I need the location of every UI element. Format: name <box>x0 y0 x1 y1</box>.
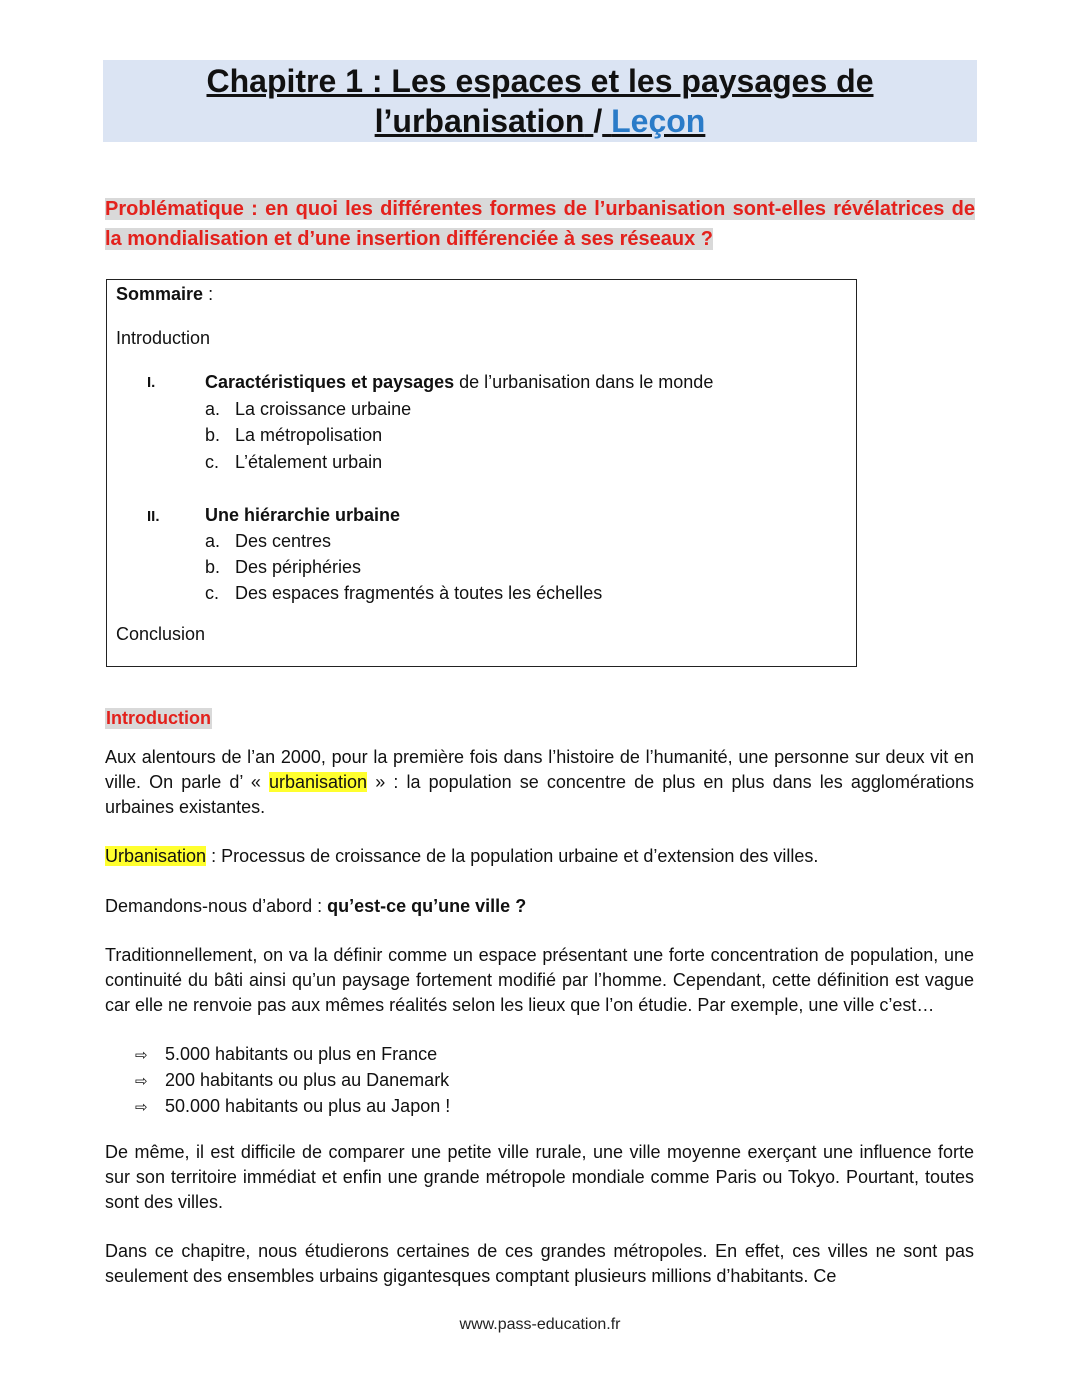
footer-url[interactable]: www.pass-education.fr <box>459 1316 621 1333</box>
part-numeral: I. <box>147 374 156 391</box>
sommaire-title-label: Sommaire <box>116 284 204 304</box>
definition-term: Urbanisation <box>105 846 207 866</box>
page-title-line-2 <box>103 101 977 141</box>
title-banner <box>103 60 977 142</box>
problematique <box>105 194 975 254</box>
sub-item <box>205 425 382 446</box>
sub-item-letter: b. <box>205 425 221 445</box>
intro-p1-before: Aux alentours de l’an 2000, pour la première fois dans l’histoire de l’humanité, une personne sur deux vit en ville. On parle d’ « <box>105 747 974 792</box>
sub-item <box>205 583 602 604</box>
sub-item <box>205 531 331 552</box>
list-item-text: 5.000 habitants ou plus en France <box>165 1044 438 1064</box>
part-title <box>205 505 400 526</box>
part-title-bold: Une hiérarchie urbaine <box>205 505 401 525</box>
part-title-bold: Caractéristiques et paysages <box>205 372 455 392</box>
intro-paragraph-3: De même, il est difficile de comparer une petite ville rurale, une ville moyenne exerçant une influence forte sur son territoire immédiat et enfin une grande métropole mondiale comme Paris ou Tokyo. Pourtant, toutes sont des villes. <box>105 1142 974 1212</box>
question-paragraph <box>105 894 974 919</box>
sub-item-letter: c. <box>205 452 220 472</box>
sub-item-text: Des centres <box>235 531 332 551</box>
sub-item-letter: b. <box>205 557 221 577</box>
sub-item <box>205 557 361 578</box>
sommaire-intro: Introduction <box>116 328 211 348</box>
lesson-link[interactable]: Leçon <box>611 103 706 139</box>
sommaire-title-colon: : <box>208 284 214 304</box>
list-item <box>135 1042 450 1068</box>
sub-item-letter: a. <box>205 399 221 419</box>
question-before: Demandons-nous d’abord : <box>105 896 323 916</box>
arrow-icon: ⇨ <box>135 1099 148 1116</box>
bullet-list <box>135 1042 450 1120</box>
list-item <box>135 1094 450 1120</box>
page-title-line-1: Chapitre 1 : Les espaces et les paysages de <box>206 63 874 99</box>
intro-paragraph-1 <box>105 745 974 820</box>
arrow-icon: ⇨ <box>135 1047 148 1064</box>
sub-item <box>205 452 382 473</box>
part-numeral: II. <box>147 508 160 525</box>
arrow-icon: ⇨ <box>135 1073 148 1090</box>
sommaire-box <box>106 279 857 667</box>
problematique-text: Problématique : en quoi les différentes formes de l’urbanisation sont-elles révélatrices de la mondialisation et d’une insertion différenciée à ses réseaux ? <box>105 198 975 250</box>
list-item-text: 50.000 habitants ou plus au Japon ! <box>165 1096 451 1116</box>
sub-item-text: Des espaces fragmentés à toutes les échelles <box>235 583 603 603</box>
list-item-text: 200 habitants ou plus au Danemark <box>165 1070 450 1090</box>
highlight-urbanisation: urbanisation <box>269 772 368 792</box>
list-item <box>135 1068 450 1094</box>
intro-paragraph-4: Dans ce chapitre, nous étudierons certaines de ces grandes métropoles. En effet, ces villes ne sont pas seulement des ensembles urbains gigantesques comptant plusieurs millions d’habitants. Ce <box>105 1241 974 1286</box>
sub-item-letter: a. <box>205 531 221 551</box>
definition-text: : Processus de croissance de la population urbaine et d’extension des villes. <box>211 846 819 866</box>
sub-item-text: Des périphéries <box>235 557 362 577</box>
title-separator: / <box>593 103 603 139</box>
sub-item <box>205 399 411 420</box>
intro-paragraph-2: Traditionnellement, on va la définir comme un espace présentant une forte concentration de population, une continuité du bâti ainsi qu’un paysage fortement modifié par l’homme. Cependant, cette définition est vague car elle ne renvoie pas aux mêmes réalités selon les lieux que l’on étudie. Par exemple, une ville c’est… <box>105 945 974 1015</box>
sub-item-text: La croissance urbaine <box>235 399 412 419</box>
sommaire-title <box>116 284 213 305</box>
part-title-rest: de l’urbanisation dans le monde <box>459 372 714 392</box>
sub-item-letter: c. <box>205 583 220 603</box>
sub-item-text: La métropolisation <box>235 425 383 445</box>
intro-p1-after: » : la population se concentre de plus en plus dans les agglomérations urbaines existantes. <box>105 772 974 817</box>
sommaire-conclusion: Conclusion <box>116 624 206 644</box>
question-bold: qu’est-ce qu’une ville ? <box>327 896 527 916</box>
section-heading-introduction: Introduction <box>106 708 211 728</box>
definition-paragraph <box>105 844 974 869</box>
part-title <box>205 372 713 393</box>
sub-item-text: L’étalement urbain <box>235 452 383 472</box>
page-title-line-2-text: l’urbanisation <box>374 103 585 139</box>
